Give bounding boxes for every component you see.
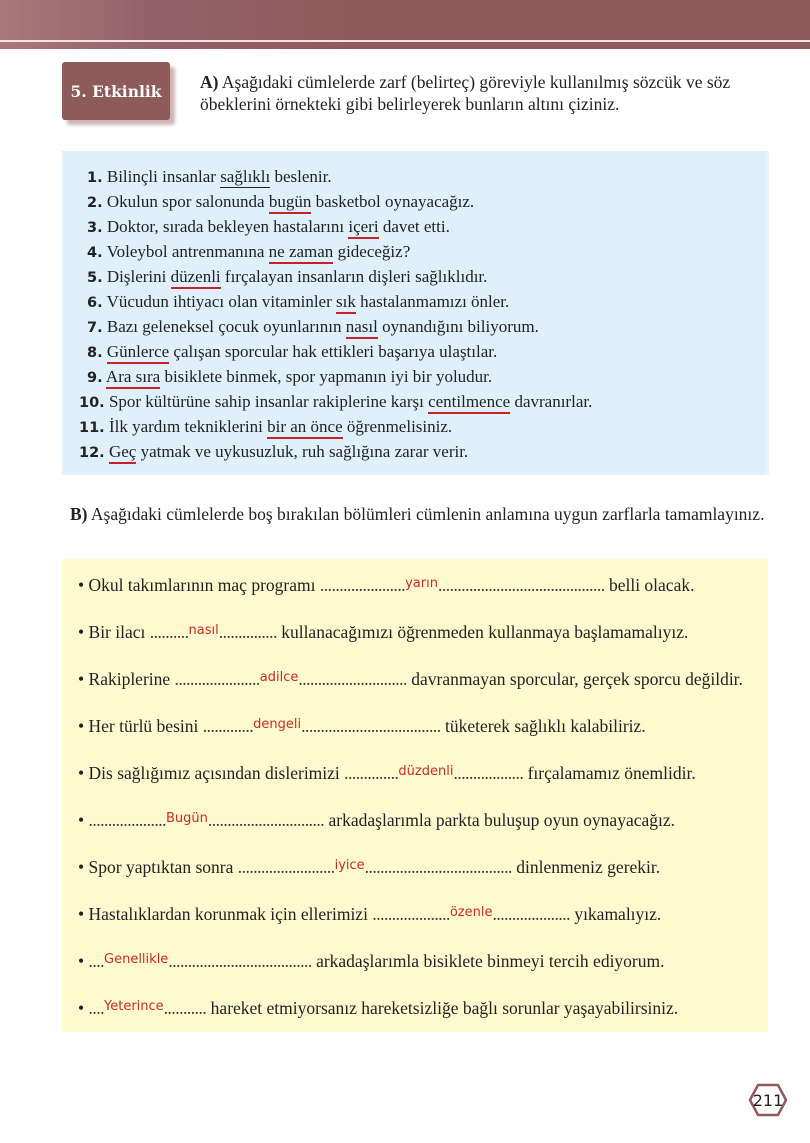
sentence-row [87, 242, 410, 264]
sentence-text-after: oynandığını biliyorum. [377, 317, 539, 336]
handwritten-answer: düzdenli [398, 764, 454, 779]
sentence-row [87, 317, 539, 339]
sentence-text-after: tüketerek sağlıklı kalabiliriz. [440, 716, 646, 736]
blank-dots-right: ............................ [298, 669, 407, 689]
part-b-label: B) [70, 504, 88, 524]
sentence-text-before: Okul takımlarının maç programı [88, 575, 320, 595]
handwritten-answer: iyice [334, 858, 365, 873]
sentence-text-before: Hastalıklardan korunmak için ellerimizi [88, 904, 373, 924]
underlined-adverb: nasıl [346, 317, 378, 339]
underlined-adverb: Günlerce [107, 342, 169, 364]
blank-dots-left: .............. [344, 763, 399, 783]
blank-dots-right: ...................................... [364, 857, 512, 877]
answer-blank[interactable] [150, 622, 277, 642]
fill-in-row [78, 761, 696, 785]
underlined-adverb: düzenli [171, 267, 221, 289]
underlined-adverb: centilmence [428, 392, 510, 414]
part-a-sentence-box [62, 151, 769, 475]
sentence-row [87, 342, 497, 364]
sentence-number: 10. [79, 395, 105, 411]
bullet-icon: • [78, 857, 85, 877]
sentence-text-after: fırçalayan insanların dişleri sağlıklıdır. [220, 267, 488, 286]
sentence-text-after: öğrenmelisiniz. [342, 417, 453, 436]
bullet-icon: • [78, 716, 85, 736]
bullet-icon: • [78, 575, 85, 595]
page-number: 211 [752, 1090, 784, 1110]
blank-dots-left: .... [88, 998, 105, 1018]
fill-in-row [78, 949, 665, 973]
part-a-instruction-text: Aşağıdaki cümlelerde zarf (belirteç) göreviyle kullanılmış sözcük ve söz öbeklerini örnekteki gibi belirleyerek bunların altını çiziniz. [200, 72, 731, 114]
sentence-row [87, 217, 450, 239]
part-b-instruction [70, 503, 770, 525]
handwritten-answer: yarın [405, 576, 438, 591]
bullet-icon: • [78, 951, 85, 971]
sentence-number: 3. [87, 220, 103, 236]
sentence-text-after: bisiklete binmek, spor yapmanın iyi bir yoludur. [160, 367, 493, 386]
answer-blank[interactable] [203, 716, 441, 736]
sentence-row [79, 417, 452, 439]
sentence-text-before: Bazı geleneksel çocuk oyunlarının [106, 317, 346, 336]
sentence-text-after: çalışan sporcular hak ettikleri başarıya ulaştılar. [169, 342, 498, 361]
blank-dots-left: ...................... [174, 669, 260, 689]
sentence-row [79, 392, 592, 414]
sentence-text-before: Spor yaptıktan sonra [88, 857, 238, 877]
sentence-text-before: Vücudun ihtiyacı olan vitaminler [106, 292, 337, 311]
sentence-number: 7. [87, 320, 103, 336]
blank-dots-left: ...................... [319, 575, 406, 595]
sentence-text-before: Rakiplerine [88, 669, 175, 689]
sentence-text-after: arkadaşlarımla bisiklete binmeyi tercih ediyorum. [311, 951, 665, 971]
underlined-adverb: ne zaman [269, 242, 334, 264]
blank-dots-right: .................... [492, 904, 570, 924]
bullet-icon: • [78, 763, 85, 783]
sentence-text-before: Voleybol antrenmanına [106, 242, 269, 261]
underlined-adverb: bugün [269, 192, 312, 214]
handwritten-answer: dengeli [253, 717, 302, 732]
sentence-text-after: dinlenmeniz gerekir. [511, 857, 661, 877]
blank-dots-right: .............................. [207, 810, 325, 830]
sentence-text-before: Dişlerini [106, 267, 171, 286]
sentence-number: 1. [87, 170, 103, 186]
sentence-text-after: beslenir. [270, 167, 332, 186]
handwritten-answer: Bugün [166, 811, 208, 826]
sentence-text-after: gideceğiz? [333, 242, 411, 261]
sentence-number: 2. [87, 195, 103, 211]
part-a-instruction [200, 71, 770, 115]
handwritten-answer: nasıl [188, 623, 219, 638]
bullet-icon: • [78, 622, 85, 642]
sentence-row [87, 292, 509, 314]
sentence-number: 5. [87, 270, 103, 286]
part-b-fill-box [62, 559, 768, 1032]
answer-blank[interactable] [89, 951, 312, 971]
fill-in-row [78, 573, 694, 597]
underlined-adverb: bir an önce [267, 417, 343, 439]
sentence-row [87, 267, 487, 289]
sentence-text-after: kullanacağımızı öğrenmeden kullanmaya başlamamalıyız. [276, 622, 689, 642]
sentence-number: 12. [79, 445, 105, 461]
blank-dots-left: ............. [202, 716, 254, 736]
blank-dots-left: ......................... [237, 857, 335, 877]
answer-blank[interactable] [89, 810, 325, 830]
answer-blank[interactable] [175, 669, 407, 689]
blank-dots-left: .... [88, 951, 105, 971]
sentence-text-after: hastalanmamızı önler. [355, 292, 510, 311]
fill-in-row [78, 902, 661, 926]
handwritten-answer: Yeterince [104, 999, 164, 1014]
sentence-text-after: davet etti. [378, 217, 450, 236]
answer-blank[interactable] [344, 763, 523, 783]
fill-in-row [78, 855, 660, 879]
sentence-text-after: hareket etmiyorsanız hareketsizliğe bağlı sorunlar yaşayabilirsiniz. [206, 998, 679, 1018]
sentence-text-after: davranırlar. [510, 392, 593, 411]
fill-in-row [78, 667, 743, 691]
sentence-number: 11. [79, 420, 105, 436]
sentence-text-after: yatmak ve uykusuzluk, ruh sağlığına zarar verir. [136, 442, 469, 461]
sentence-row [87, 167, 332, 189]
answer-blank[interactable] [320, 575, 605, 595]
sentence-row [87, 367, 492, 389]
blank-dots-right: ........................................... [437, 575, 605, 595]
blank-dots-right: .................. [453, 763, 524, 783]
handwritten-answer: özenle [449, 905, 493, 920]
underlined-adverb: içeri [348, 217, 378, 239]
answer-blank[interactable] [89, 998, 207, 1018]
blank-dots-left: .......... [149, 622, 189, 642]
sentence-text-before: Okulun spor salonunda [106, 192, 269, 211]
bullet-icon: • [78, 904, 85, 924]
sentence-text-after: basketbol oynayacağız. [311, 192, 475, 211]
fill-in-row [78, 996, 678, 1020]
handwritten-answer: adilce [259, 670, 299, 685]
sentence-text-before: Bilinçli insanlar [106, 167, 221, 186]
underlined-adverb: sağlıklı [220, 167, 271, 186]
blank-dots-right: ............... [218, 622, 277, 642]
sentence-number: 8. [87, 345, 103, 361]
sentence-text-before: Doktor, sırada bekleyen hastalarını [106, 217, 349, 236]
page-number-badge [748, 1083, 788, 1117]
sentence-text-before: Bir ilacı [88, 622, 150, 642]
handwritten-answer: Genellikle [104, 952, 169, 967]
blank-dots-right: .................................... [301, 716, 441, 736]
underlined-adverb: Geç [109, 442, 136, 464]
sentence-text-before: Dis sağlığımız açısından dislerimizi [88, 763, 345, 783]
answer-blank[interactable] [238, 857, 512, 877]
blank-dots-left: .................... [88, 810, 167, 830]
fill-in-row [78, 714, 646, 738]
sentence-row [87, 192, 474, 214]
underlined-adverb: sık [336, 292, 356, 314]
sentence-text-after: arkadaşlarımla parkta buluşup oyun oynayacağız. [324, 810, 676, 830]
header-divider [0, 40, 810, 42]
answer-blank[interactable] [372, 904, 570, 924]
part-b-instruction-text: Aşağıdaki cümlelerde boş bırakılan bölümleri cümlenin anlamına uygun zarflarla tamamlayınız. [90, 504, 765, 524]
sentence-number: 9. [87, 370, 103, 386]
sentence-text-after: belli olacak. [604, 575, 695, 595]
bullet-icon: • [78, 669, 85, 689]
sentence-row [79, 442, 468, 464]
sentence-text-before: İlk yardım tekniklerini [108, 417, 268, 436]
activity-badge [62, 62, 170, 120]
blank-dots-right: ..................................... [168, 951, 312, 971]
fill-in-row [78, 620, 688, 644]
activity-badge-label: 5. Etkinlik [70, 81, 162, 101]
sentence-text-after: davranmayan sporcular, gerçek sporcu değildir. [406, 669, 743, 689]
sentence-text-before: Spor kültürüne sahip insanlar rakiplerine karşı [108, 392, 429, 411]
sentence-number: 4. [87, 245, 103, 261]
underlined-adverb: Ara sıra [106, 367, 160, 389]
bullet-icon: • [78, 810, 85, 830]
sentence-text-after: fırçalamamız önemlidir. [523, 763, 696, 783]
sentence-text-after: yıkamalıyız. [569, 904, 662, 924]
part-a-label: A) [200, 72, 219, 92]
bullet-icon: • [78, 998, 85, 1018]
sentence-number: 6. [87, 295, 103, 311]
fill-in-row [78, 808, 675, 832]
blank-dots-left: .................... [372, 904, 450, 924]
sentence-text-before: Her türlü besini [88, 716, 203, 736]
blank-dots-right: ........... [163, 998, 207, 1018]
